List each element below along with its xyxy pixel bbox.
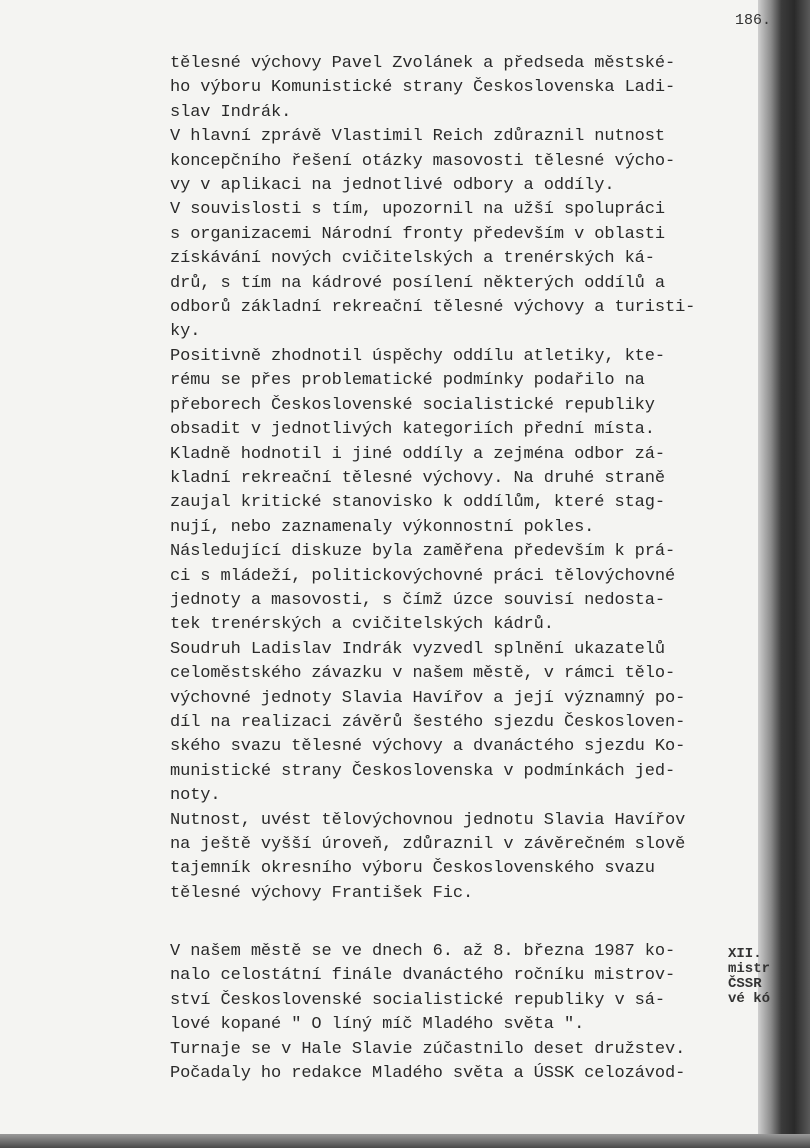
text-line: Následující diskuze byla zaměřena především k prá- [170,542,676,562]
text-line: Turnaje se v Hale Slavie zúčastnilo deset družstev. [170,1039,686,1059]
text-line: Nutnost, uvést tělovýchovnou jednotu Slavia Havířov [170,810,686,830]
text-line: Počadaly ho redakce Mladého světa a ÚSSK celozávod- [170,1064,686,1084]
text-line: ho výboru Komunistické strany Československa Ladi- [170,78,676,98]
text-line: Kladně hodnotil i jiné oddíly a zejména odbor zá- [170,444,665,464]
text-line: celoměstského závazku v našem městě, v rámci tělo- [170,664,676,684]
text-line: kladní rekreační tělesné výchovy. Na druhé straně [170,468,665,488]
text-line: získávání nových cvičitelských a trenérských ká- [170,249,655,269]
text-line: díl na realizaci závěrů šestého sjezdu Českosloven- [170,712,686,732]
text-line: tajemník okresního výboru Československého svazu [170,859,655,879]
text-line: na ještě vyšší úroveň, zdůraznil v závěrečném slově [170,835,686,854]
text-line: tělesné výchovy Pavel Zvolánek a předseda městské- [170,54,676,73]
text-line: V našem městě se ve dnech 6. až 8. března 1987 ko- [170,942,676,961]
text-line: Positivně zhodnotil úspěchy oddílu atletiky, kte- [170,346,665,366]
page-number: 186. [735,12,772,29]
text-line: přeborech Československé socialistické republiky [170,395,655,415]
text-line: tělesné výchovy František Fic. [170,883,474,903]
margin-note [728,946,771,1007]
text-line: slav Indrák. [170,102,292,122]
text-line: ky. [170,322,201,342]
text-line: ství Československé socialistické republiky v sá- [170,990,665,1010]
text-line: ČSSR [728,976,762,992]
text-line: tek trenérských a cvičitelských kádrů. [170,615,554,635]
text-line: ského svazu tělesné výchovy a dvanáctého sjezdu Ko- [170,737,686,757]
page-bottom-edge [0,1134,810,1148]
text-line: V hlavní zprávě Vlastimil Reich zdůraznil nutnost [170,127,665,147]
text-line: V souvislosti s tím, upozornil na užší spolupráci [170,200,665,220]
text-line: mistr [728,961,771,977]
text-line: drů, s tím na kádrové posílení některých oddílů a [170,273,665,293]
text-line: nalo celostátní finále dvanáctého ročníku mistrov- [170,966,676,986]
text-line: Soudruh Ladislav Indrák vyzvedl splnění ukazatelů [170,639,665,659]
text-line: jednoty a masovosti, s čímž úzce souvisí nedosta- [170,590,665,610]
paragraph-block-tournament [170,940,685,1086]
text-line: odborů základní rekreační tělesné výchovy a turisti- [170,298,696,318]
text-line: XII. [728,946,762,962]
text-line: nují, nebo zaznamenaly výkonnostní pokles. [170,517,595,537]
text-line: rému se přes problematické podmínky podařilo na [170,371,645,391]
text-line: s organizacemi Národní fronty především v oblasti [170,224,665,244]
text-line: ci s mládeží, politickovýchovné práci tělovýchovné [170,566,676,586]
text-line: obsadit v jednotlivých kategoriích přední místa. [170,420,655,440]
text-line: munistické strany Československa v podmínkách jed- [170,761,676,781]
paragraph-block-meeting [170,52,695,906]
text-line: lové kopané " O líný míč Mladého světa ". [170,1015,585,1035]
text-line: vy v aplikaci na jednotlivé odbory a oddíly. [170,176,615,196]
text-line: koncepčního řešení otázky masovosti tělesné výcho- [170,151,676,171]
text-line: zaujal kritické stanovisko k oddílům, které stag- [170,493,665,513]
text-line: vé kó [728,991,771,1007]
text-line: výchovné jednoty Slavia Havířov a její významný po- [170,688,686,708]
text-line: noty. [170,786,221,806]
